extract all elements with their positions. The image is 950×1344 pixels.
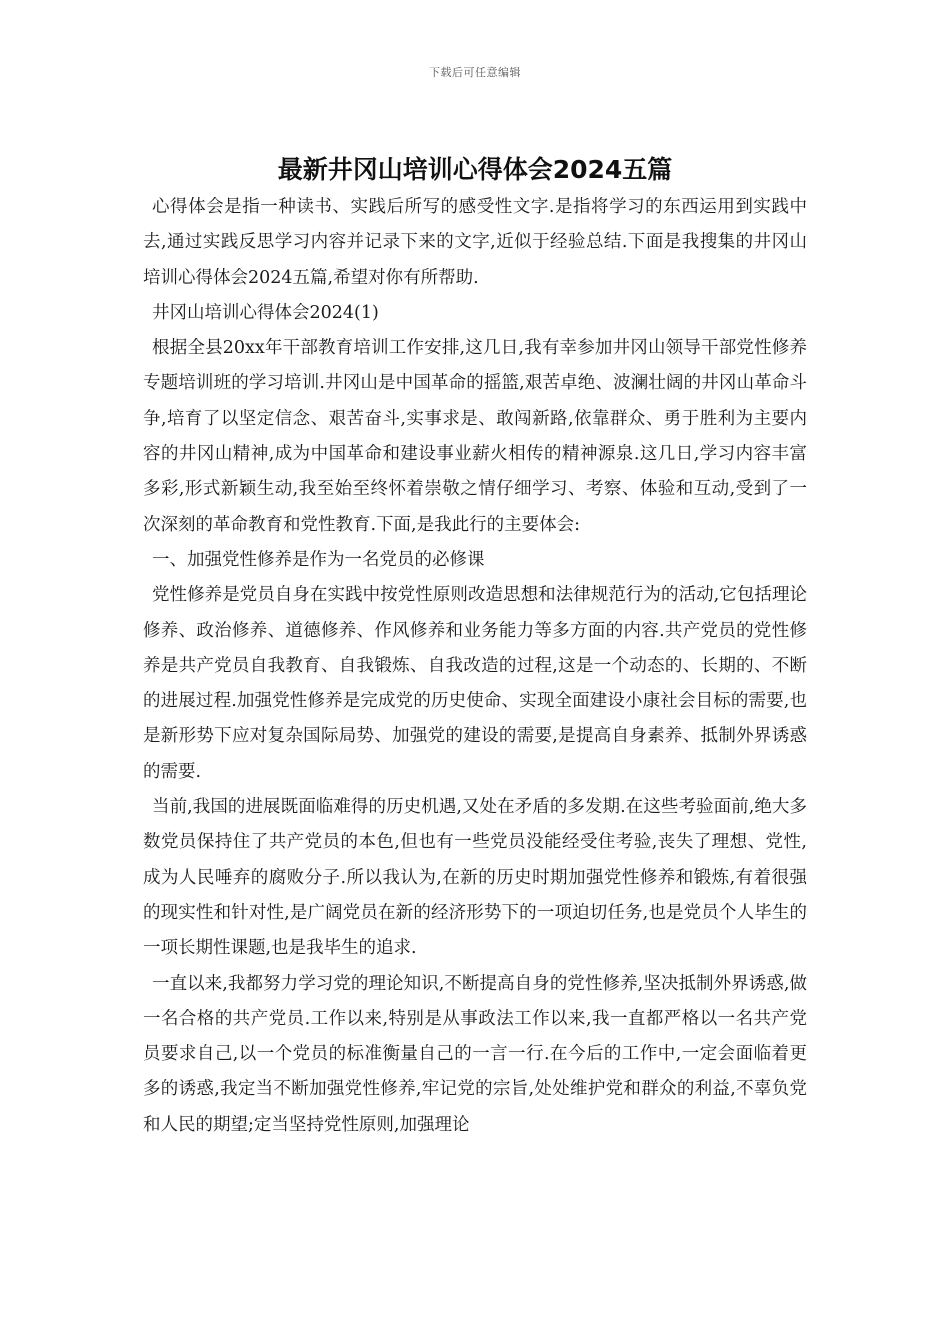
paragraph: 当前,我国的进展既面临难得的历史机遇,又处在矛盾的多发期.在这些考验面前,绝大多数党员保持住了共产党员的本色,但也有一些党员没能经受住考验,丧失了理想、党性,成为人民唾弃的腐败分子.所以我认为,在新的历史时期加强党性修养和锻炼,有着很强的现实性和针对性,是广阔党员在新的经济形势下的一项迫切任务,也是党员个人毕生的一项长期性课题,也是我毕生的追求. [143,797,807,959]
subsection-heading: 一、加强党性修养是作为一名党员的必修课 [152,549,485,570]
header-note: 下载后可任意编辑 [429,66,521,79]
paragraph: 党性修养是党员自身在实践中按党性原则改造思想和法律规范行为的活动,它包括理论修养、政治修养、道德修养、作风修养和业务能力等多方面的内容.共产党员的党性修养是共产党员自我教育、自我锻炼、自我改造的过程,这是一个动态的、长期的、不断的进展过程.加强党性修养是完成党的历史使命、实现全面建设小康社会目标的需要,也是新形势下应对复杂国际局势、加强党的建设的需要,是提高自身素养、抵制外界诱惑的需要. [143,585,807,782]
paragraph: 一直以来,我都努力学习党的理论知识,不断提高自身的党性修养,坚决抵制外界诱惑,做一名合格的共产党员.工作以来,特别是从事政法工作以来,我一直都严格以一名共产党员要求自己,以一个党员的标准衡量自己的一言一行.在今后的工作中,一定会面临着更多的诱惑,我定当不断加强党性修养,牢记党的宗旨,处处维护党和群众的利益,不辜负党和人民的期望;定当坚持党性原则,加强理论 [143,973,807,1135]
section-heading-1: 井冈山培训心得体会2024(1) [152,302,379,323]
paragraph: 根据全县20xx年干部教育培训工作安排,这几日,我有幸参加井冈山领导干部党性修养专题培训班的学习培训.井冈山是中国革命的摇篮,艰苦卓绝、波澜壮阔的井冈山革命斗争,培育了以坚定信念、艰苦奋斗,实事求是、敢闯新路,依靠群众、勇于胜利为主要内容的井冈山精神,成为中国革命和建设事业薪火相传的精神源泉.这几日,学习内容丰富多彩,形式新颖生动,我至始至终怀着崇敬之情仔细学习、考察、体验和互动,受到了一次深刻的革命教育和党性教育.下面,是我此行的主要体会: [143,338,807,535]
document-title: 最新井冈山培训心得体会2024五篇 [277,155,673,184]
document-body [143,190,807,1143]
paragraph-intro: 心得体会是指一种读书、实践后所写的感受性文字.是指将学习的东西运用到实践中去,通过实践反思学习内容并记录下来的文字,近似于经验总结.下面是我搜集的井冈山培训心得体会2024五篇,希望对你有所帮助. [143,197,807,288]
